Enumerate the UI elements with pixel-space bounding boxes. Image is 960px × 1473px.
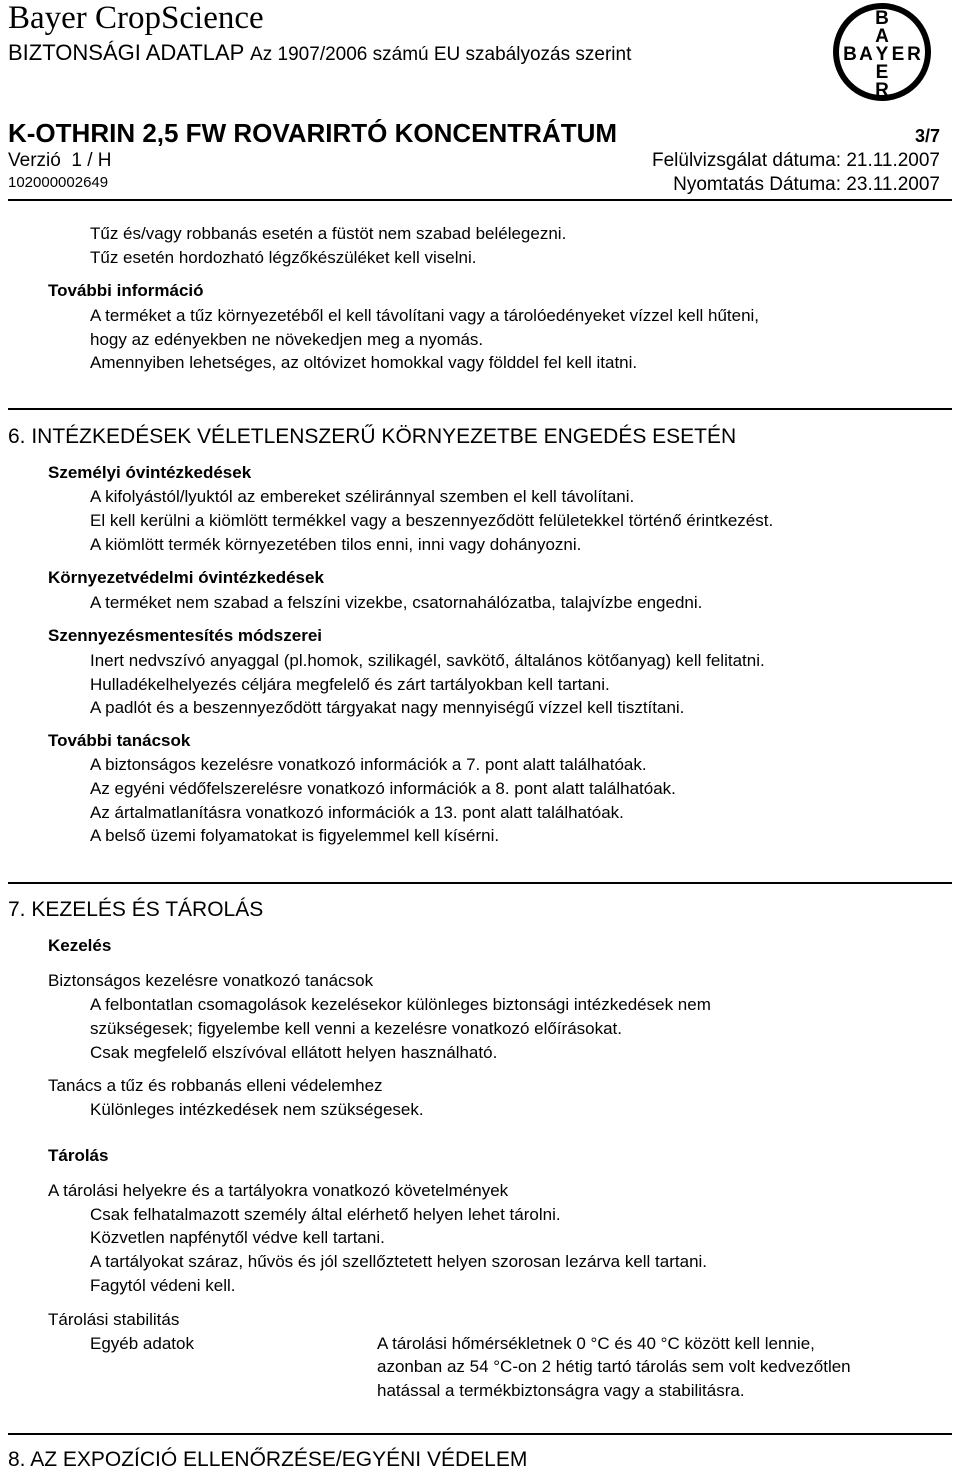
svg-text:E: E: [891, 44, 905, 65]
personal-precaution-1: A kifolyástól/lyuktól az embereket széliránnyal szemben el kell távolítani.: [90, 487, 635, 506]
fire-protection-1: Különleges intézkedések nem szükségesek.: [90, 1100, 424, 1119]
other-data-2: azonban az 54 °C-on 2 hétig tartó tárolás sem volt kedvezőtlen: [377, 1357, 851, 1376]
cleanup-method-2: Hulladékelhelyezés céljára megfelelő és zárt tartályokban kell tartani.: [90, 675, 610, 694]
other-data-1: A tárolási hőmérsékletnek 0 °C és 40 °C között kell lennie,: [377, 1334, 815, 1353]
version-info: [8, 150, 112, 172]
cleanup-method-1: Inert nedvszívó anyaggal (pl.homok, szilikagél, savkötő, általános kötőanyag) kell felitatni.: [90, 651, 765, 670]
storage-requirements-label: A tárolási helyekre és a tartályokra vonatkozó követelmények: [48, 1181, 509, 1200]
safe-handling-label: Biztonságos kezelésre vonatkozó tanácsok: [48, 971, 374, 990]
environmental-precaution-1: A terméket nem szabad a felszíni vizekbe, csatornahálózatba, talajvízbe engedni.: [90, 593, 703, 612]
section-8-title: 8. AZ EXPOZÍCIÓ ELLENŐRZÉSE/EGYÉNI VÉDELEM: [8, 1448, 528, 1471]
further-advice-2: Az egyéni védőfelszerelésre vonatkozó információk a 8. pont alatt találhatóak.: [90, 779, 676, 798]
environmental-precautions-heading: Környezetvédelmi óvintézkedések: [48, 568, 324, 587]
personal-precautions-heading: Személyi óvintézkedések: [48, 463, 252, 482]
svg-text:Y: Y: [875, 44, 889, 65]
personal-precaution-3: A kiömlött termék környezetében tilos enni, inni vagy dohányozni.: [90, 535, 582, 554]
further-info-heading: További információ: [48, 281, 204, 300]
section-7-title: 7. KEZELÉS ÉS TÁROLÁS: [8, 898, 264, 921]
further-info-3: Amennyiben lehetséges, az oltóvizet homokkal vagy földdel fel kell itatni.: [90, 353, 638, 372]
svg-text:R: R: [875, 80, 889, 101]
cleanup-method-3: A padlót és a beszennyeződött tárgyakat nagy mennyiségű vízzel kell tisztítani.: [90, 698, 685, 717]
product-name: K-OTHRIN 2,5 FW ROVARIRTÓ KONCENTRÁTUM: [8, 118, 618, 148]
print-date: Nyomtatás Dátuma: 23.11.2007: [673, 174, 940, 195]
svg-text:A: A: [859, 44, 873, 65]
section-divider: [8, 408, 952, 410]
storage-stability-label: Tárolási stabilitás: [48, 1310, 180, 1329]
further-info-1: A terméket a tűz környezetéből el kell távolítani vagy a tárolóedényeket vízzel kell hűteni,: [90, 306, 760, 325]
brand-name: Bayer CropScience: [8, 0, 264, 36]
page-number: 3/7: [914, 126, 940, 146]
further-advice-4: A belső üzemi folyamatokat is figyelemmel kell kísérni.: [90, 826, 500, 845]
safe-handling-3: Csak megfelelő elszívóval ellátott helyen használható.: [90, 1043, 498, 1062]
further-advice-1: A biztonságos kezelésre vonatkozó információk a 7. pont alatt találhatóak.: [90, 755, 647, 774]
svg-text:R: R: [907, 44, 921, 65]
version-number: 1: [71, 150, 82, 171]
further-advice-heading: További tanácsok: [48, 731, 191, 750]
svg-text:B: B: [875, 8, 889, 29]
safe-handling-2: szükségesek; figyelembe kell venni a kezelésre vonatkozó előírásokat.: [90, 1019, 623, 1038]
header-divider: [8, 199, 952, 201]
section-divider: [8, 882, 952, 884]
version-separator: /: [87, 150, 93, 171]
svg-text:A: A: [875, 26, 889, 47]
regulation-text: Az 1907/2006 számú EU szabályozás szerint: [250, 44, 632, 65]
further-advice-3: Az ártalmatlanításra vonatkozó információk a 13. pont alatt találhatóak.: [90, 803, 624, 822]
version-language: H: [97, 150, 112, 171]
further-info-2: hogy az edényekben ne növekedjen meg a nyomás.: [90, 330, 484, 349]
handling-heading: Kezelés: [48, 936, 112, 955]
svg-text:B: B: [843, 44, 857, 65]
safe-handling-1: A felbontatlan csomagolások kezelésekor különleges biztonsági intézkedések nem: [90, 995, 711, 1014]
fire-text-2: Tűz esetén hordozható légzőkészüléket kell viselni.: [90, 248, 477, 267]
fire-protection-label: Tanács a tűz és robbanás elleni védelemhez: [48, 1076, 383, 1095]
storage-requirement-2: Közvetlen napfénytől védve kell tartani.: [90, 1228, 385, 1247]
svg-text:E: E: [875, 62, 889, 83]
storage-requirement-1: Csak felhatalmazott személy által elérhető helyen lehet tárolni.: [90, 1205, 561, 1224]
document-type: [8, 40, 631, 66]
document-type-label: BIZTONSÁGI ADATLAP: [8, 40, 244, 65]
fire-text-1: Tűz és/vagy robbanás esetén a füstöt nem szabad belélegezni.: [90, 224, 567, 243]
version-label: Verzió: [8, 150, 61, 171]
section-divider: [8, 1433, 952, 1435]
storage-requirement-4: Fagytól védeni kell.: [90, 1276, 236, 1295]
storage-heading: Tárolás: [48, 1146, 109, 1165]
bayer-logo: [832, 2, 932, 102]
review-date: Felülvizsgálat dátuma: 21.11.2007: [652, 150, 940, 171]
document-number: 102000002649: [8, 174, 109, 191]
other-data-label: Egyéb adatok: [90, 1334, 194, 1353]
storage-requirement-3: A tartályokat száraz, hűvös és jól szellőztetett helyen szorosan lezárva kell tartani.: [90, 1252, 708, 1271]
section-6-title: 6. INTÉZKEDÉSEK VÉLETLENSZERŰ KÖRNYEZETBE ENGEDÉS ESETÉN: [8, 425, 737, 448]
cleanup-methods-heading: Szennyezésmentesítés módszerei: [48, 626, 323, 645]
other-data-3: hatással a termékbiztonságra vagy a stabilitásra.: [377, 1381, 745, 1400]
personal-precaution-2: El kell kerülni a kiömlött termékkel vagy a beszennyeződött felületekkel történő érintkezést.: [90, 511, 774, 530]
